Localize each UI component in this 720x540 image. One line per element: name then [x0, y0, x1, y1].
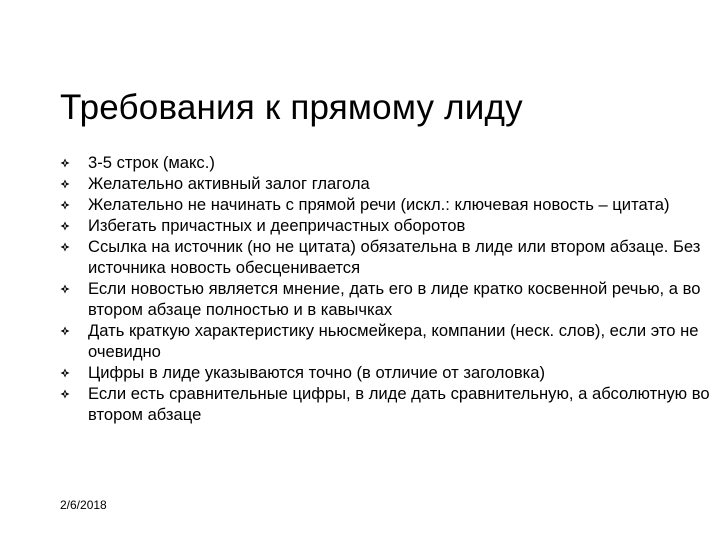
slide-date: 2/6/2018 — [60, 498, 107, 512]
bullet-item — [60, 278, 710, 320]
bullet-text: Ссылка на источник (но не цитата) обязательна в лиде или втором абзаце. Без источника новость обесценивается — [88, 237, 701, 277]
slide-title: Требования к прямому лиду — [60, 88, 523, 127]
diamond-bullet-icon — [60, 389, 70, 399]
bullet-item — [60, 236, 710, 278]
bullet-text: Если есть сравнительные цифры, в лиде дать сравнительную, а абсолютную во втором абзаце — [88, 384, 710, 424]
bullet-item — [60, 152, 710, 173]
bullet-text: 3-5 строк (макс.) — [88, 153, 215, 172]
bullet-item — [60, 383, 710, 425]
bullet-item — [60, 194, 710, 215]
diamond-bullet-icon — [60, 242, 70, 252]
bullet-text: Цифры в лиде указываются точно (в отличие от заголовка) — [88, 363, 546, 382]
diamond-bullet-icon — [60, 221, 70, 231]
diamond-bullet-icon — [60, 200, 70, 210]
diamond-bullet-icon — [60, 368, 70, 378]
bullet-text: Желательно активный залог глагола — [88, 174, 370, 193]
bullet-item — [60, 362, 710, 383]
bullet-text: Избегать причастных и деепричастных оборотов — [88, 216, 466, 235]
bullet-text: Дать краткую характеристику ньюсмейкера, компании (неск. слов), если это не очевидно — [88, 321, 699, 361]
bullet-item — [60, 215, 710, 236]
bullet-text: Желательно не начинать с прямой речи (искл.: ключевая новость – цитата) — [88, 195, 670, 214]
diamond-bullet-icon — [60, 179, 70, 189]
diamond-bullet-icon — [60, 326, 70, 336]
diamond-bullet-icon — [60, 284, 70, 294]
bullet-list — [60, 152, 710, 425]
bullet-item — [60, 173, 710, 194]
bullet-item — [60, 320, 710, 362]
diamond-bullet-icon — [60, 158, 70, 168]
bullet-text: Если новостью является мнение, дать его в лиде кратко косвенной речью, а во втором абзаце полностью и в кавычках — [88, 279, 701, 319]
